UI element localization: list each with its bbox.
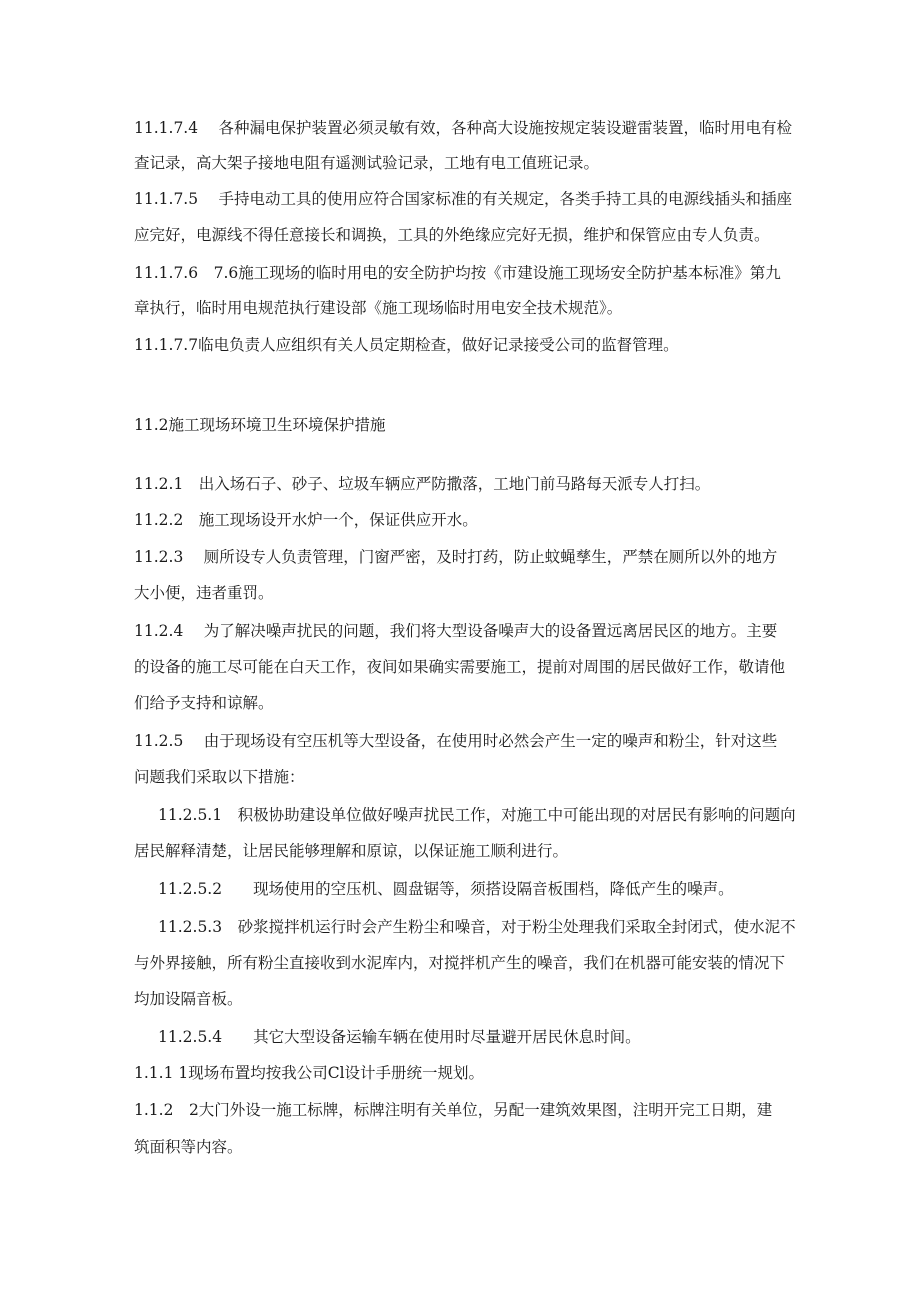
text-line: 11.2.1 出入场石子、砂子、垃圾车辆应严防撒落，工地门前马路每天派专人打扫。 xyxy=(134,475,711,493)
text-line: 11.2.4 为了解决噪声扰民的问题，我们将大型设备噪声大的设备置远离居民区的地方。主要 xyxy=(134,622,778,640)
text-line: 11.2.5.2 现场使用的空压机、圆盘锯等，须搭设隔音板围档，降低产生的噪声。 xyxy=(158,880,734,898)
text-line: 11.1.7.4 各种漏电保护装置必须灵敏有效，各种高大设施按规定装设避雷装置，临时用电有检 xyxy=(134,119,793,137)
text-line: 居民解释清楚，让居民能够理解和原谅，以保证施工顺利进行。 xyxy=(134,842,569,860)
text-line: 11.2.5.3 砂浆搅拌机运行时会产生粉尘和噪音，对于粉尘处理我们采取全封闭式，使水泥不 xyxy=(158,918,796,936)
text-line: 11.2.2 施工现场设开水炉一个，保证供应开水。 xyxy=(134,511,478,529)
text-line: 1.1.1 1现场布置均按我公司Cl设计手册统一规划。 xyxy=(134,1064,485,1082)
section-heading: 11.2施工现场环境卫生环境保护措施 xyxy=(134,416,386,434)
text-line: 11.2.5 由于现场设有空压机等大型设备，在使用时必然会产生一定的噪声和粉尘，针对这些 xyxy=(134,732,778,750)
text-line: 应完好，电源线不得任意接长和调换，工具的外绝缘应完好无损，维护和保管应由专人负责。 xyxy=(134,226,770,244)
text-line: 查记录，高大架子接地电阻有遥测试验记录，工地有电工值班记录。 xyxy=(134,154,600,172)
text-line: 11.1.7.5 手持电动工具的使用应符合国家标准的有关规定，各类手持工具的电源线插头和插座 xyxy=(134,190,793,208)
text-line: 大小便，违者重罚。 xyxy=(134,584,274,602)
text-line: 与外界接触，所有粉尘直接收到水泥库内，对搅拌机产生的噪音，我们在机器可能安装的情况下 xyxy=(134,954,786,972)
text-line: 们给予支持和谅解。 xyxy=(134,694,274,712)
text-line: 均加设隔音板。 xyxy=(134,990,243,1008)
text-line: 筑面积等内容。 xyxy=(134,1138,243,1156)
text-line: 章执行，临时用电规范执行建设部《施工现场临时用电安全技术规范》。 xyxy=(134,299,623,317)
text-line: 11.1.7.6 7.6施工现场的临时用电的安全防护均按《市建设施工现场安全防护基本标准》第九 xyxy=(134,264,781,282)
text-line: 1.1.2 2大门外设一施工标牌，标牌注明有关单位，另配一建筑效果图，注明开完工日期，建 xyxy=(134,1101,773,1119)
text-line: 11.1.7.7临电负责人应组织有关人员定期检查，做好记录接受公司的监督管理。 xyxy=(134,336,679,354)
text-line: 11.2.3 厕所设专人负责管理，门窗严密，及时打药，防止蚊蝇孳生，严禁在厕所以外的地方 xyxy=(134,548,778,566)
text-line: 的设备的施工尽可能在白天工作，夜间如果确实需要施工，提前对周围的居民做好工作，敬请他 xyxy=(134,658,786,676)
text-line: 问题我们采取以下措施： xyxy=(134,768,305,786)
text-line: 11.2.5.1 积极协助建设单位做好噪声扰民工作，对施工中可能出现的对居民有影响的问题向 xyxy=(158,806,796,824)
text-line: 11.2.5.4 其它大型设备运输车辆在使用时尽量避开居民休息时间。 xyxy=(158,1028,641,1046)
